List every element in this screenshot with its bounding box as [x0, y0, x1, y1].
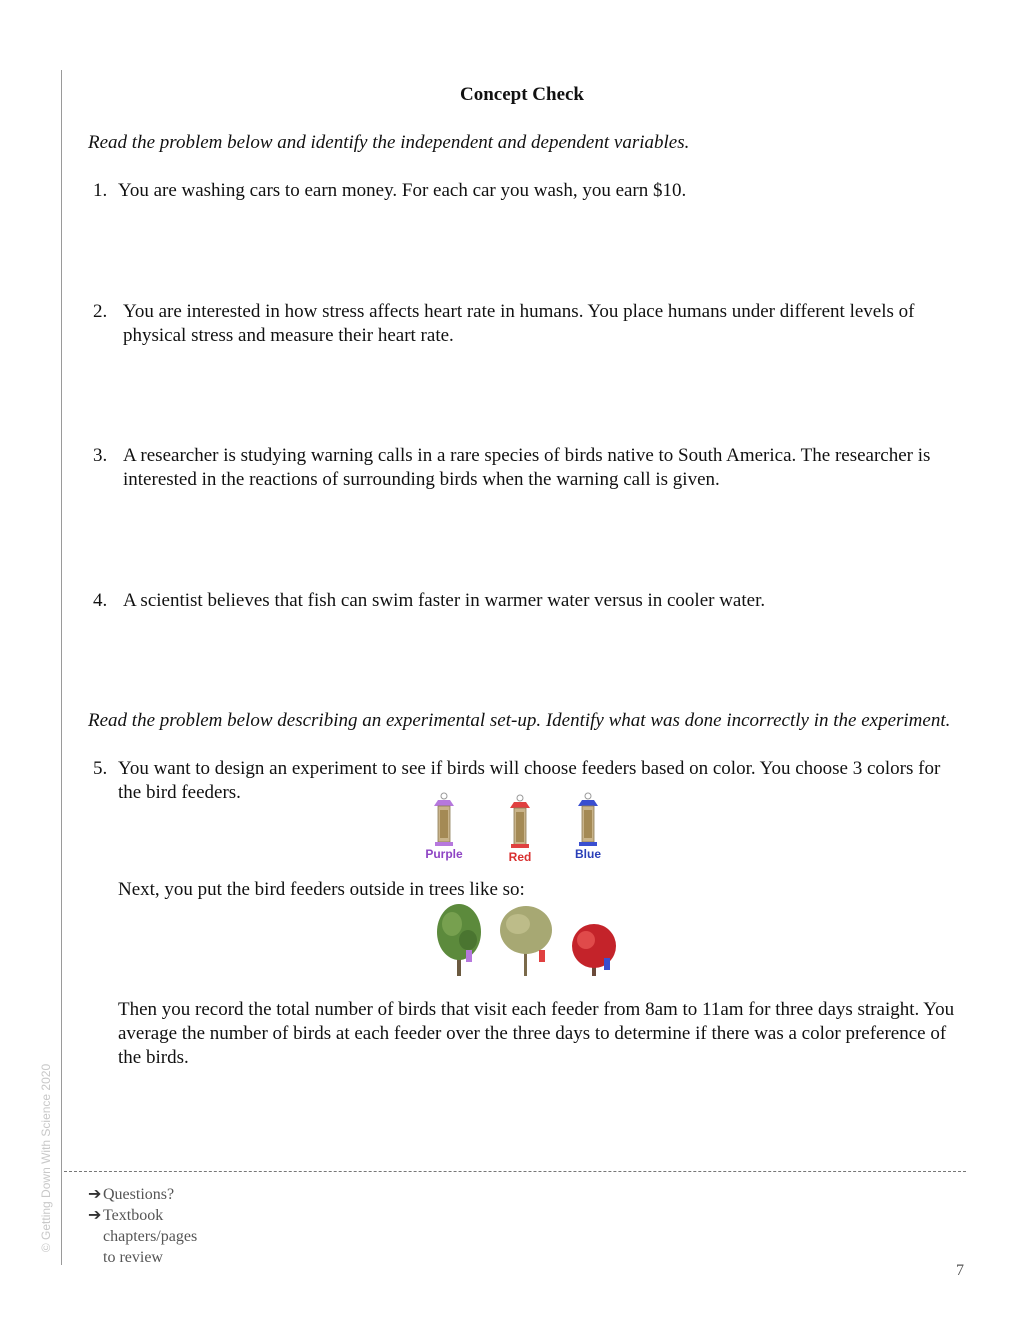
textbook-note-line3: to review	[103, 1249, 163, 1266]
question-text: You want to design an experiment to see if birds will choose feeders based on color. You choose 3 colors for the bird feeders.	[118, 758, 941, 803]
feeder-blue-icon	[578, 793, 598, 846]
questions-note: Questions?	[103, 1186, 175, 1203]
page-title: Concept Check	[459, 84, 585, 105]
red-tree-icon	[572, 924, 616, 976]
instruction-variables: Read the problem below and identify the independent and dependent variables.	[88, 132, 690, 153]
question-number: 5.	[93, 758, 108, 779]
feeder-label-blue: Blue	[574, 847, 602, 861]
arrow-right-icon: ➔	[88, 1207, 102, 1224]
arrow-right-icon: ➔	[88, 1186, 102, 1203]
question-text: A researcher is studying warning calls in a rare species of birds native to South America. The researcher is interested in the reactions of surrounding birds when the warning call is given.	[123, 445, 931, 490]
copyright-text: © Getting Down With Science 2020	[39, 1063, 53, 1253]
feeder-label-purple: Purple	[425, 847, 463, 861]
feeder-label-red: Red	[508, 850, 532, 862]
question-number: 3.	[93, 445, 108, 466]
review-notes	[88, 1184, 197, 1268]
yellow-tree-icon	[500, 906, 552, 976]
textbook-note: Textbook	[103, 1207, 164, 1224]
question-number: 4.	[93, 590, 108, 611]
page-number: 7	[956, 1262, 964, 1279]
question-number: 2.	[93, 301, 108, 322]
question-text: You are washing cars to earn money. For each car you wash, you earn $10.	[118, 180, 687, 201]
next-step-text: Next, you put the bird feeders outside in trees like so:	[118, 879, 525, 900]
trees-with-feeders-image	[426, 902, 626, 980]
question-text: You are interested in how stress affects heart rate in humans. You place humans under different levels of physical stress and measure their heart rate.	[123, 301, 915, 346]
textbook-note-line2: chapters/pages	[103, 1228, 198, 1245]
instruction-experiment: Read the problem below describing an experimental set-up. Identify what was done incorrectly in the experiment.	[88, 710, 951, 731]
margin-line	[61, 70, 62, 1265]
bird-feeders-image	[418, 790, 618, 862]
feeder-purple-icon	[434, 793, 454, 846]
feeder-red-icon	[510, 795, 530, 848]
question-number: 1.	[93, 180, 108, 201]
divider	[64, 1171, 966, 1172]
green-tree-icon	[437, 904, 481, 976]
question-text: A scientist believes that fish can swim faster in warmer water versus in cooler water.	[123, 590, 766, 611]
procedure-text: Then you record the total number of birds that visit each feeder from 8am to 11am for three days straight. You average the number of birds at each feeder over the three days to determine if there was a color preference of the birds.	[118, 999, 955, 1068]
